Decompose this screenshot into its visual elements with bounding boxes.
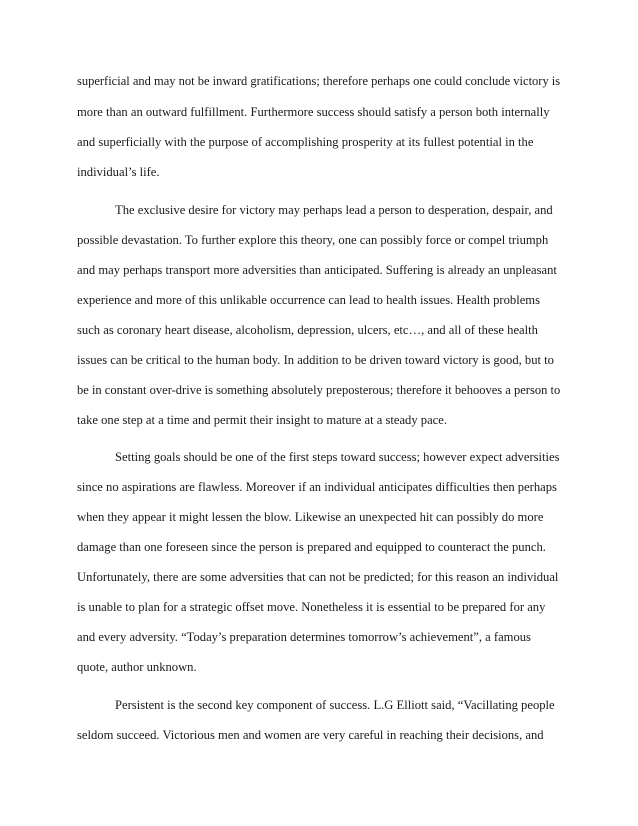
text-line: such as coronary heart disease, alcoholism, depression, ulcers, etc…, and all of these health (77, 323, 538, 337)
text-line: when they appear it might lessen the blow. Likewise an unexpected hit can possibly do more (77, 510, 544, 524)
text-line: since no aspirations are flawless. Moreover if an individual anticipates difficulties then perhaps (77, 480, 557, 494)
text-line: individual’s life. (77, 165, 160, 179)
text-line: is unable to plan for a strategic offset move. Nonetheless it is essential to be prepared for any (77, 600, 546, 614)
paragraph-first-line: Setting goals should be one of the first steps toward success; however expect adversities (115, 450, 560, 464)
text-line: Unfortunately, there are some adversities that can not be predicted; for this reason an individual (77, 570, 559, 584)
text-line: more than an outward fulfillment. Furthermore success should satisfy a person both internally (77, 105, 550, 119)
text-line: and superficially with the purpose of accomplishing prosperity at its fullest potential in the (77, 135, 534, 149)
paragraph-first-line: The exclusive desire for victory may perhaps lead a person to desperation, despair, and (115, 203, 553, 217)
text-line: and may perhaps transport more adversities than anticipated. Suffering is already an unpleasant (77, 263, 557, 277)
text-line: seldom succeed. Victorious men and women are very careful in reaching their decisions, and (77, 728, 544, 742)
paragraph-first-line: Persistent is the second key component of success. L.G Elliott said, “Vacillating people (115, 698, 555, 712)
text-line: take one step at a time and permit their insight to mature at a steady pace. (77, 413, 447, 427)
text-line: superficial and may not be inward gratifications; therefore perhaps one could conclude victory is (77, 74, 561, 88)
text-line: and every adversity. “Today’s preparation determines tomorrow’s achievement”, a famous (77, 630, 531, 644)
text-line: experience and more of this unlikable occurrence can lead to health issues. Health problems (77, 293, 540, 307)
text-line: damage than one foreseen since the person is prepared and equipped to counteract the punch. (77, 540, 546, 554)
text-line: quote, author unknown. (77, 660, 197, 674)
text-line: be in constant over-drive is something absolutely preposterous; therefore it behooves a person to (77, 383, 561, 397)
text-line: issues can be critical to the human body. In addition to be driven toward victory is good, but to (77, 353, 554, 367)
text-line: possible devastation. To further explore this theory, one can possibly force or compel triumph (77, 233, 549, 247)
